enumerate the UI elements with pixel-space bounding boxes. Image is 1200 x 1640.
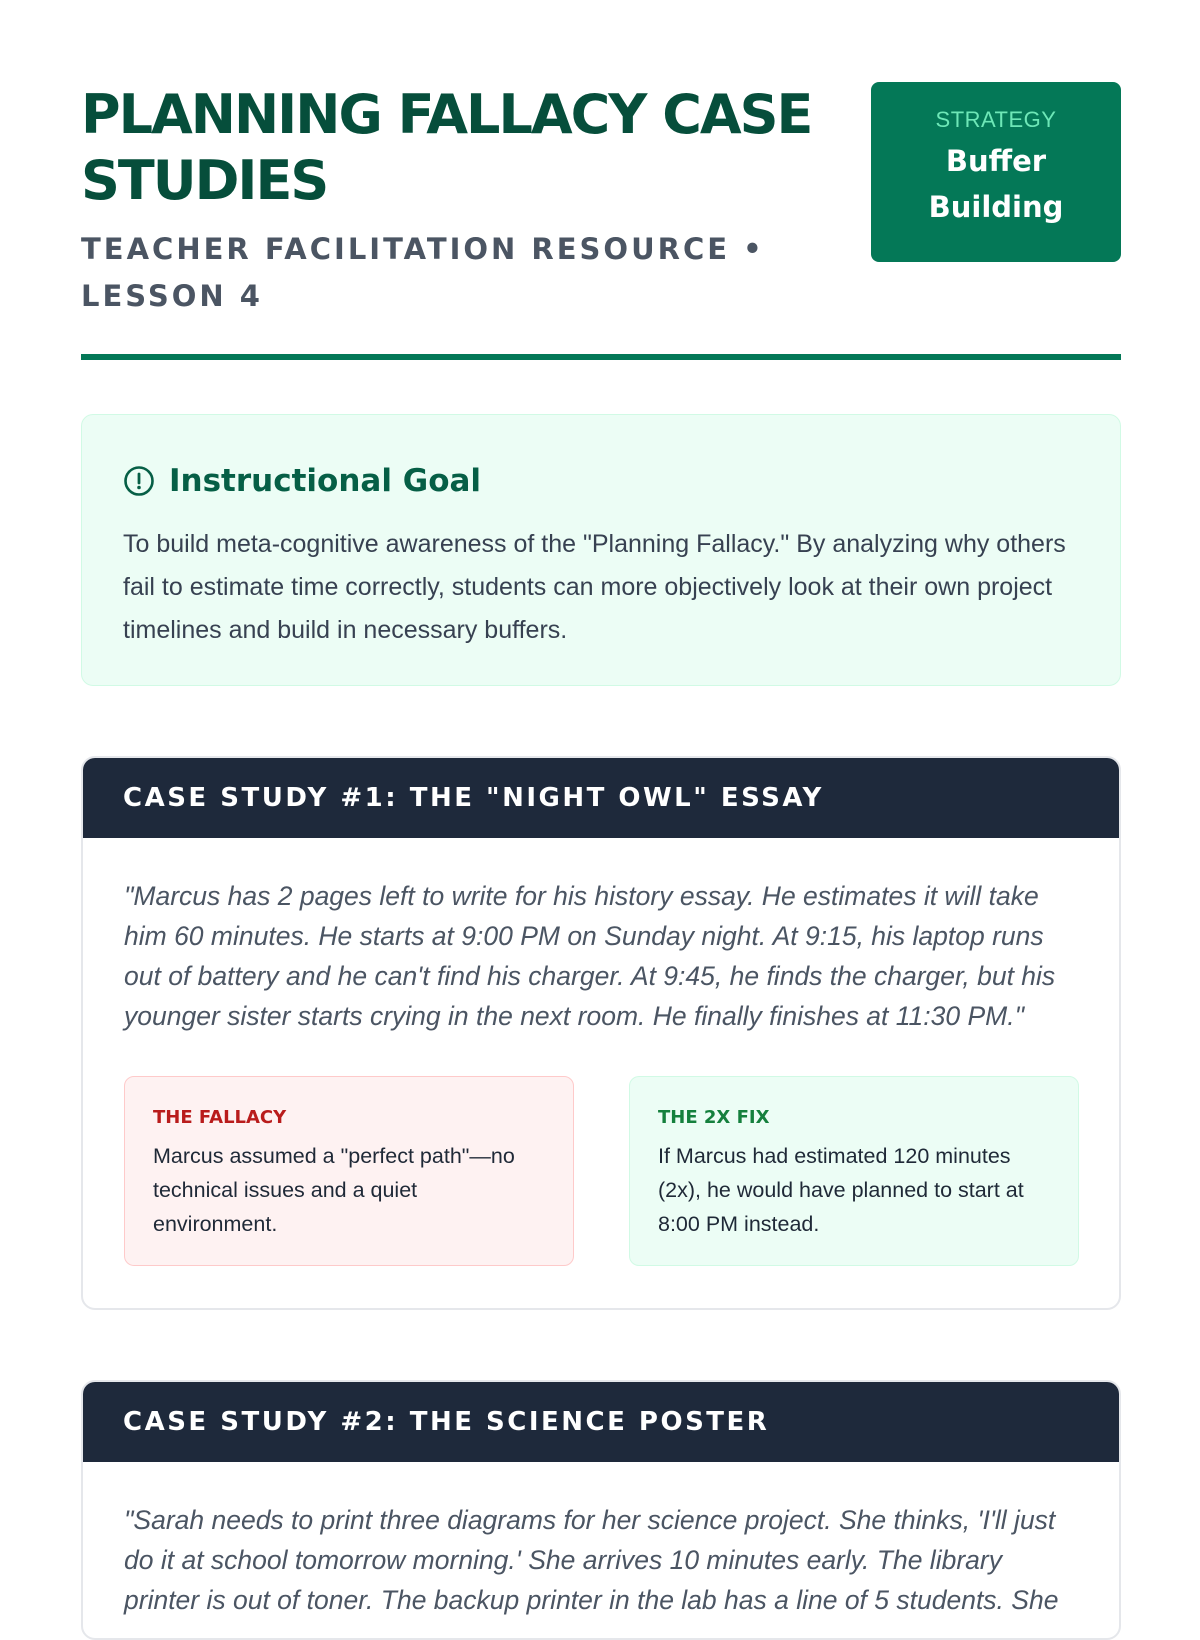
- instructional-goal-text: To build meta-cognitive awareness of the "Planning Fallacy." By analyzing why others fail to estimate time correctly, students can more objectively look at their own project timelines and build in necessary buffers.: [123, 530, 1066, 644]
- fix-panel: [629, 1076, 1079, 1266]
- fallacy-label: THE FALLACY: [153, 1107, 287, 1128]
- page-subtitle: TEACHER FACILITATION RESOURCE • LESSON 4: [81, 232, 765, 313]
- header: [81, 82, 1121, 360]
- case-study-title: CASE STUDY #1: THE "NIGHT OWL" ESSAY: [123, 783, 824, 813]
- strategy-badge-value: Buffer Building: [928, 144, 1064, 224]
- strategy-badge-label: STRATEGY: [935, 107, 1057, 132]
- case-study-scenario: "Marcus has 2 pages left to write for his history essay. He estimates it will take him 60 minutes. He starts at 9:00 PM on Sunday night. At 9:15, his laptop runs out of battery and he can't find his charger. At 9:45, he finds the charger, but his younger sister starts crying in the next room. He finally finishes at 11:30 PM.": [124, 881, 1056, 1031]
- fix-label: THE 2X FIX: [658, 1107, 770, 1128]
- fallacy-panel: [124, 1076, 574, 1266]
- fallacy-text: Marcus assumed a "perfect path"—no technical issues and a quiet environment.: [153, 1144, 515, 1236]
- case-study-title: CASE STUDY #2: THE SCIENCE POSTER: [123, 1407, 770, 1437]
- case-study-body: [83, 1462, 1119, 1620]
- case-study-card: [81, 1380, 1121, 1640]
- case-study-header: [83, 1382, 1119, 1462]
- header-divider: [81, 354, 1121, 360]
- page-title: PLANNING FALLACY CASE STUDIES: [81, 83, 812, 212]
- fix-text: If Marcus had estimated 120 minutes (2x), he would have planned to start at 8:00 PM instead.: [658, 1144, 1024, 1236]
- case-study-header: [83, 758, 1119, 838]
- instructional-goal-header: [123, 459, 1080, 503]
- instructional-goal-title: Instructional Goal: [169, 463, 482, 499]
- case-study-scenario: "Sarah needs to print three diagrams for her science project. She thinks, 'I'll just do it at school tomorrow morning.' She arrives 10 minutes early. The library printer is out of toner. The backup printer in the lab has a line of 5 students. She: [124, 1505, 1059, 1615]
- strategy-badge: [871, 82, 1121, 262]
- case-study-body: [83, 838, 1119, 1266]
- analysis-panels: [124, 1076, 1079, 1266]
- instructional-goal-box: [81, 414, 1121, 686]
- alert-circle-icon: [123, 465, 155, 497]
- case-study-card: [81, 756, 1121, 1310]
